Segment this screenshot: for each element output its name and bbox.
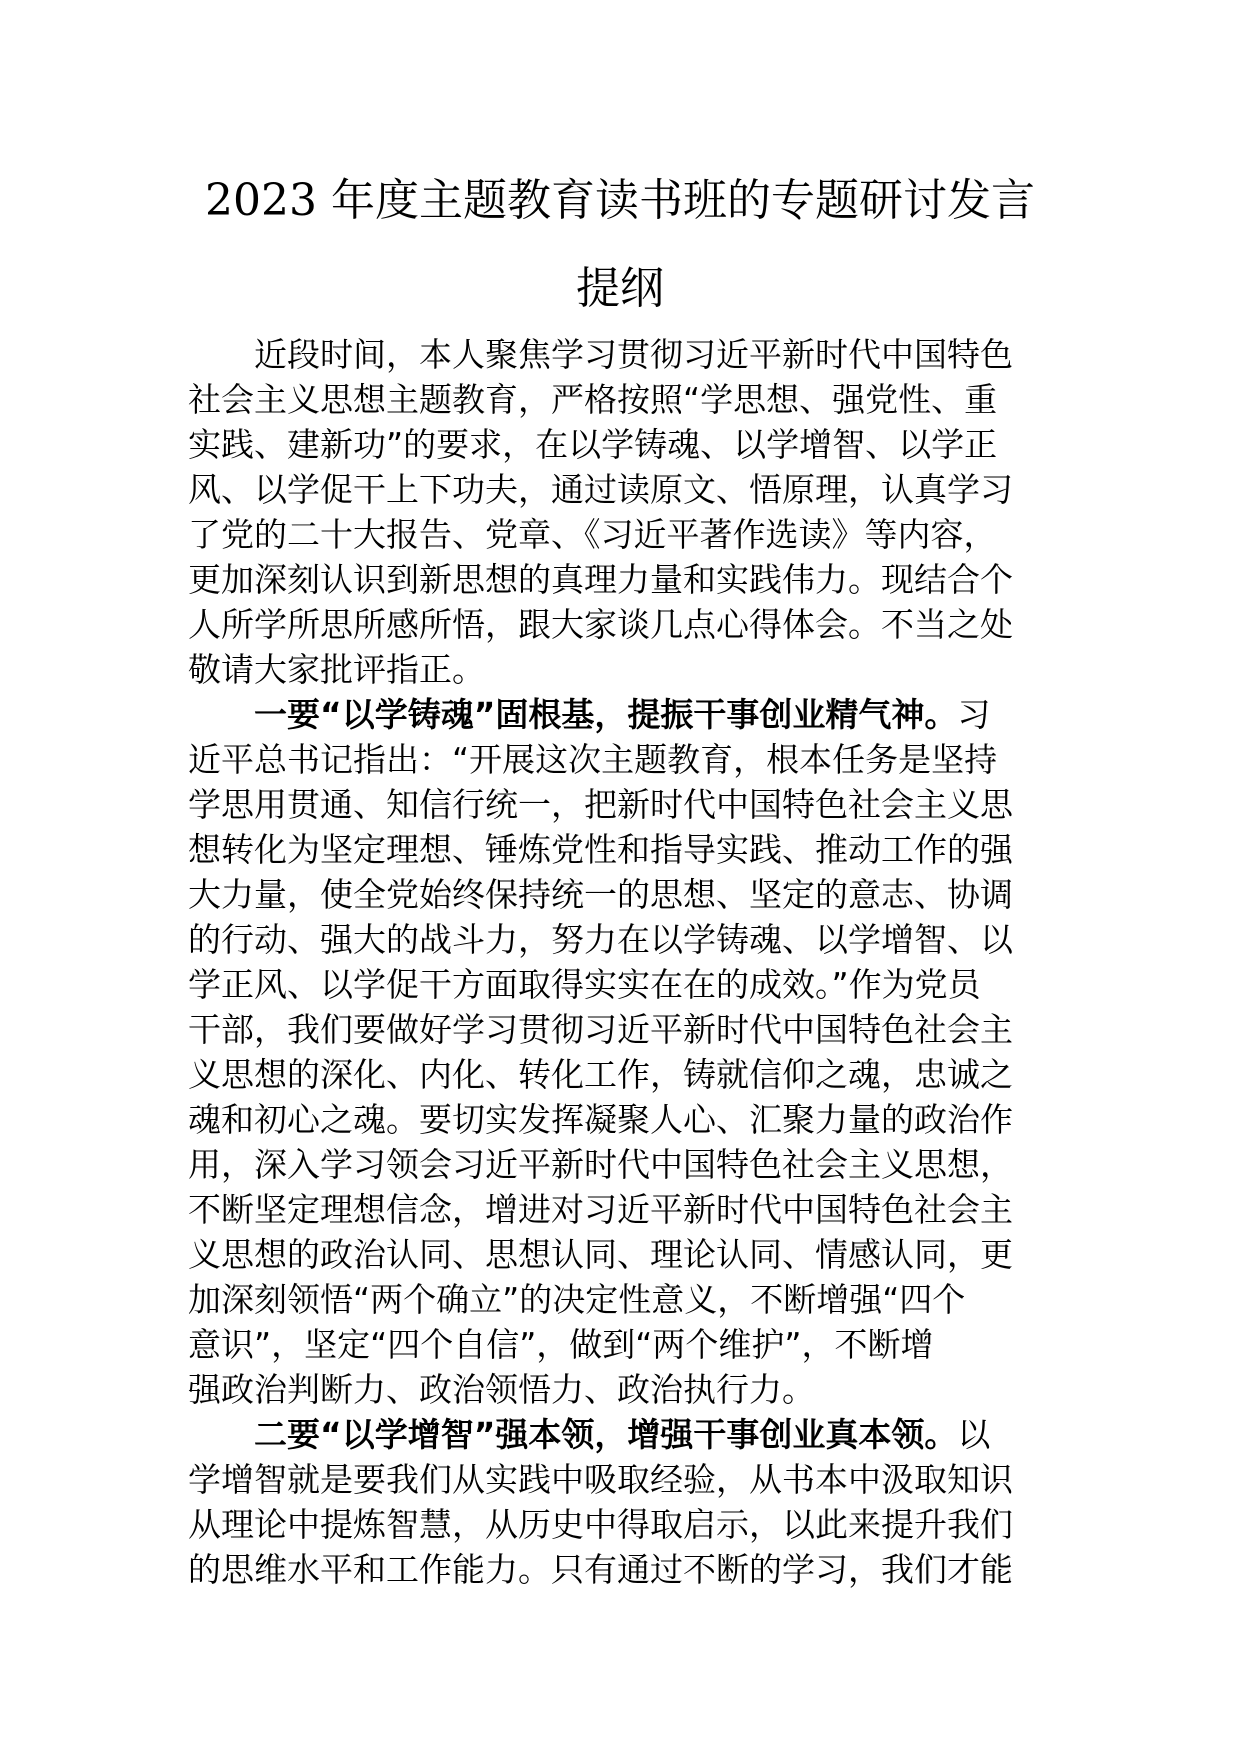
line-text: 近平总书记指出：“开展这次主题教育，根本任务是坚持 xyxy=(188,740,998,779)
line-text: 敬请大家批评指正。 xyxy=(188,650,485,689)
text-line xyxy=(188,1322,1048,1367)
line-text: 义思想的政治认同、思想认同、理论认同、情感认同，更 xyxy=(188,1235,1013,1274)
document-body xyxy=(188,332,1048,1592)
line-text: 实践、建新功”的要求，在以学铸魂、以学增智、以学正 xyxy=(188,425,998,464)
line-text: 了党的二十大报告、党章、《习近平著作选读》等内容， xyxy=(188,515,997,554)
text-line xyxy=(188,1097,1048,1142)
section-heading: 一要“以学铸魂”固根基，提振干事创业精气神。 xyxy=(254,695,958,734)
text-line xyxy=(188,1232,1048,1277)
text-line xyxy=(188,827,1048,872)
text-line xyxy=(188,1007,1048,1052)
line-text: 学增智就是要我们从实践中吸取经验，从书本中汲取知识 xyxy=(188,1460,1013,1499)
text-line xyxy=(188,1412,1048,1457)
text-line xyxy=(188,782,1048,827)
line-text: 意识”，坚定“四个自信”，做到“两个维护”，不断增 xyxy=(188,1325,934,1364)
text-line xyxy=(188,1142,1048,1187)
line-text: 魂和初心之魂。要切实发挥凝聚人心、汇聚力量的政治作 xyxy=(188,1100,1013,1139)
document-title-line-2: 提纲 xyxy=(576,263,664,314)
line-text: 大力量，使全党始终保持统一的思想、坚定的意志、协调 xyxy=(188,875,1013,914)
section-heading: 二要“以学增智”强本领，增强干事创业真本领。 xyxy=(254,1415,958,1454)
line-text: 干部，我们要做好学习贯彻习近平新时代中国特色社会主 xyxy=(188,1010,1013,1049)
text-line xyxy=(188,1277,1048,1322)
text-line xyxy=(188,467,1048,512)
text-line xyxy=(188,1457,1048,1502)
line-text: 学正风、以学促干方面取得实实在在的成效。”作为党员 xyxy=(188,965,981,1004)
text-line xyxy=(188,1052,1048,1097)
line-text: 更加深刻认识到新思想的真理力量和实践伟力。现结合个 xyxy=(188,560,1013,599)
text-line xyxy=(188,1502,1048,1547)
line-text: 人所学所思所感所悟，跟大家谈几点心得体会。不当之处 xyxy=(188,605,1013,644)
line-text: 社会主义思想主题教育，严格按照“学思想、强党性、重 xyxy=(188,380,998,419)
text-line xyxy=(188,737,1048,782)
text-line xyxy=(188,692,1048,737)
document-title-line-1: 2023 年度主题教育读书班的专题研讨发言 xyxy=(205,175,1035,226)
text-line xyxy=(188,332,1048,377)
text-line xyxy=(188,377,1048,422)
line-text: 习 xyxy=(957,695,991,734)
text-line xyxy=(188,1367,1048,1412)
text-line xyxy=(188,557,1048,602)
text-line xyxy=(188,1187,1048,1232)
line-text: 从理论中提炼智慧，从历史中得取启示，以此来提升我们 xyxy=(188,1505,1013,1544)
line-text: 学思用贯通、知信行统一，把新时代中国特色社会主义思 xyxy=(188,785,1013,824)
text-line xyxy=(188,917,1048,962)
line-text: 强政治判断力、政治领悟力、政治执行力。 xyxy=(188,1370,815,1409)
line-text: 用，深入学习领会习近平新时代中国特色社会主义思想， xyxy=(188,1145,1013,1184)
line-text: 加深刻领悟“两个确立”的决定性意义，不断增强“四个 xyxy=(188,1280,966,1319)
text-line xyxy=(188,872,1048,917)
text-line xyxy=(188,512,1048,557)
line-text: 的思维水平和工作能力。只有通过不断的学习，我们才能 xyxy=(188,1550,1013,1589)
line-text: 风、以学促干上下功夫，通过读原文、悟原理，认真学习 xyxy=(188,470,1013,509)
line-text: 义思想的深化、内化、转化工作，铸就信仰之魂，忠诚之 xyxy=(188,1055,1013,1094)
text-line xyxy=(188,1547,1048,1592)
text-line xyxy=(188,962,1048,1007)
text-line xyxy=(188,422,1048,467)
line-text: 的行动、强大的战斗力，努力在以学铸魂、以学增智、以 xyxy=(188,920,1013,959)
text-line xyxy=(188,602,1048,647)
line-text: 不断坚定理想信念，增进对习近平新时代中国特色社会主 xyxy=(188,1190,1013,1229)
text-line xyxy=(188,647,1048,692)
line-text: 以 xyxy=(957,1415,991,1454)
line-text: 近段时间，本人聚焦学习贯彻习近平新时代中国特色 xyxy=(254,335,1013,374)
line-text: 想转化为坚定理想、锤炼党性和指导实践、推动工作的强 xyxy=(188,830,1013,869)
